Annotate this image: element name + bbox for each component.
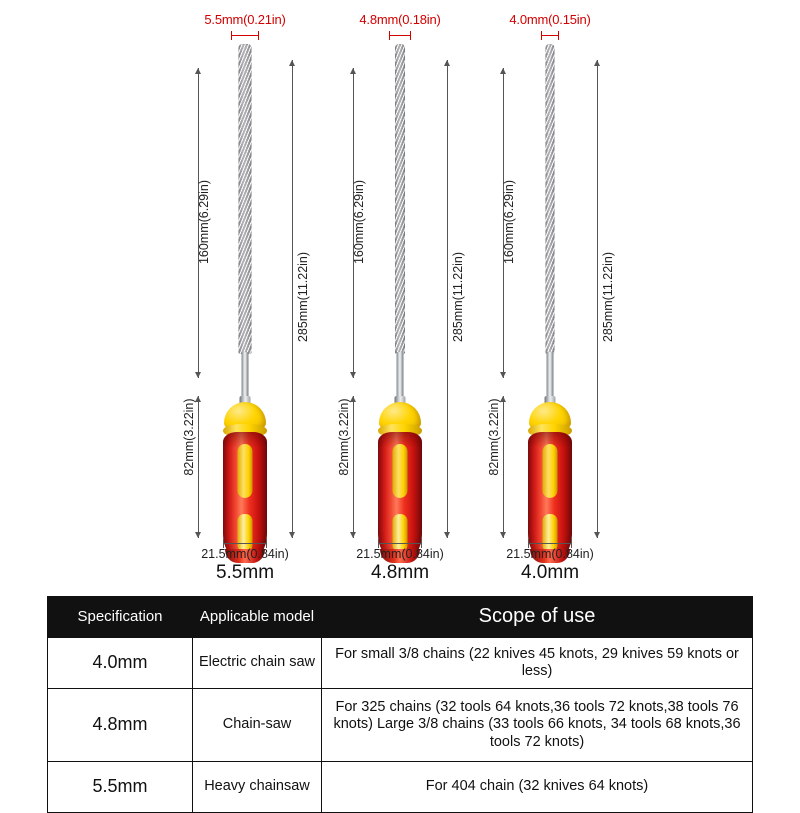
header-applicable-model: Applicable model xyxy=(193,597,322,638)
blade-length-label: 160mm(6.29in) xyxy=(502,179,516,265)
handle-length-dimension-line xyxy=(353,396,354,538)
size-caption: 5.5mm xyxy=(215,562,275,583)
handle-diameter-label: 21.5mm(0.84in) xyxy=(506,547,594,561)
table-row xyxy=(48,689,753,762)
handle-diameter-label: 21.5mm(0.84in) xyxy=(356,547,444,561)
tip-dimension-bar xyxy=(541,31,559,41)
cell-scope: For 404 chain (32 knives 64 knots) xyxy=(322,762,753,813)
table-header-row xyxy=(48,597,753,638)
blade-length-label: 160mm(6.29in) xyxy=(352,179,366,265)
screwdriver-file-illustration xyxy=(528,44,572,544)
cell-scope: For small 3/8 chains (22 knives 45 knots, 29 knives 59 knots or less) xyxy=(322,638,753,689)
cell-specification: 4.0mm xyxy=(48,638,193,689)
handle-length-label: 82mm(3.22in) xyxy=(337,398,351,476)
file-blade xyxy=(239,44,252,354)
tip-diameter-label: 5.5mm(0.21in) xyxy=(204,12,286,27)
screwdriver-file-illustration xyxy=(378,44,422,544)
handle-diameter-dimension-line xyxy=(378,543,422,544)
handle-grip-upper xyxy=(238,444,253,498)
handle-length-dimension-line xyxy=(198,396,199,538)
product-unit-4-0mm xyxy=(425,0,675,595)
total-length-label: 285mm(11.22in) xyxy=(451,251,465,343)
cell-model: Heavy chainsaw xyxy=(193,762,322,813)
size-caption: 4.8mm xyxy=(370,562,430,583)
tip-dimension-bar xyxy=(231,31,259,41)
handle-length-dimension-line xyxy=(503,396,504,538)
handle-diameter-label: 21.5mm(0.84in) xyxy=(201,547,289,561)
handle-diameter-dimension-line xyxy=(528,543,572,544)
header-specification: Specification xyxy=(48,597,193,638)
tip-dimension-bar xyxy=(389,31,411,41)
blade-length-label: 160mm(6.29in) xyxy=(197,179,211,265)
table-row xyxy=(48,762,753,813)
cell-model: Electric chain saw xyxy=(193,638,322,689)
table-row xyxy=(48,638,753,689)
tip-diameter-label: 4.8mm(0.18in) xyxy=(359,12,441,27)
specification-table xyxy=(47,596,753,813)
cell-specification: 4.8mm xyxy=(48,689,193,762)
total-length-label: 285mm(11.22in) xyxy=(601,251,615,343)
file-blade xyxy=(395,44,405,354)
handle-length-label: 82mm(3.22in) xyxy=(487,398,501,476)
handle-grip-upper xyxy=(393,444,408,498)
screwdriver-file-illustration xyxy=(223,44,267,544)
total-length-label: 285mm(11.22in) xyxy=(296,251,310,343)
cell-model: Chain-saw xyxy=(193,689,322,762)
tip-diameter-label: 4.0mm(0.15in) xyxy=(509,12,591,27)
cell-scope: For 325 chains (32 tools 64 knots,36 tools 72 knots,38 tools 76 knots) Large 3/8 chains (33 tools 66 knots, 34 tools 68 knots,36 tools 72 knots) xyxy=(322,689,753,762)
header-scope-of-use: Scope of use xyxy=(322,597,753,638)
file-blade xyxy=(546,44,555,354)
handle-diameter-dimension-line xyxy=(223,543,267,544)
size-caption: 4.0mm xyxy=(520,562,580,583)
handle-length-label: 82mm(3.22in) xyxy=(182,398,196,476)
cell-specification: 5.5mm xyxy=(48,762,193,813)
handle-grip-upper xyxy=(543,444,558,498)
total-length-dimension-line xyxy=(597,60,598,538)
